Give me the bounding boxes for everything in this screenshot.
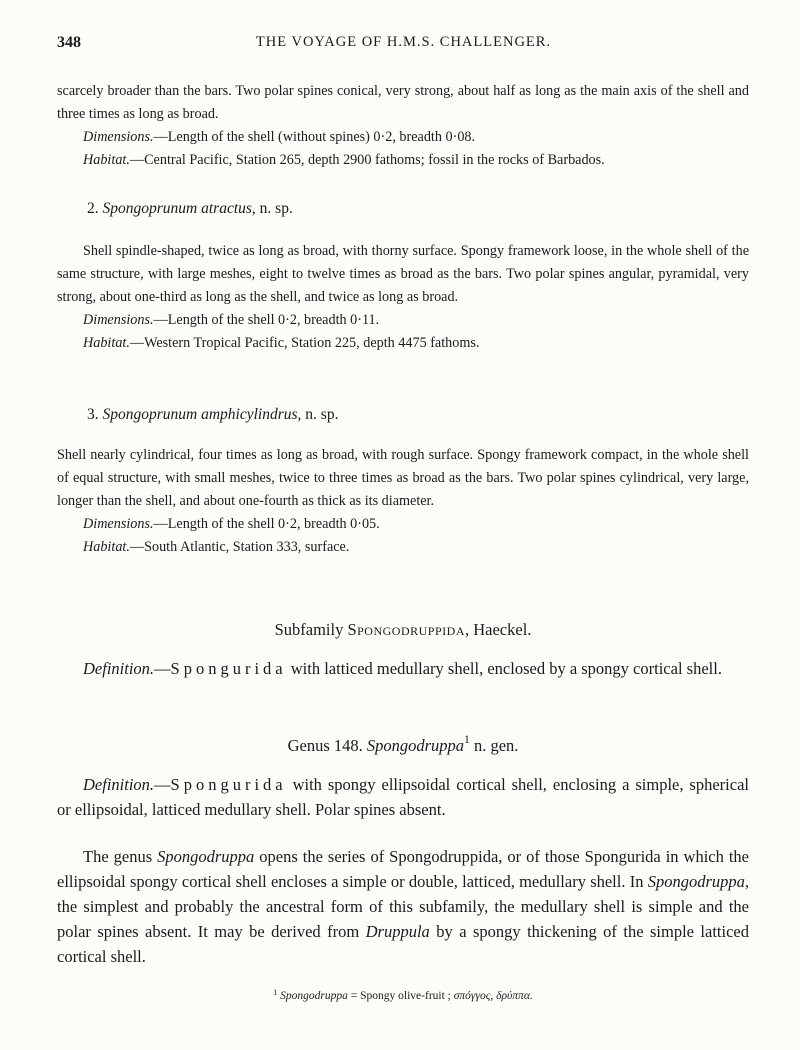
subfamily-definition	[57, 656, 749, 681]
species-2-heading	[57, 200, 749, 218]
habitat-line	[57, 149, 749, 172]
habitat-label: Habitat.	[83, 152, 130, 168]
species-3-heading	[57, 406, 749, 424]
discussion-genus-name: Spongodruppa	[157, 847, 255, 866]
habitat-text: —South Atlantic, Station 333, surface.	[129, 539, 350, 555]
genus-discussion	[57, 844, 749, 969]
subfamily-name: Spongodruppida	[347, 620, 465, 639]
subfamily-heading	[57, 620, 749, 640]
dimensions-line	[57, 309, 749, 332]
footnote-reference: 1	[464, 734, 470, 746]
species-number: 2.	[87, 200, 99, 217]
genus-suffix: n. gen.	[469, 736, 519, 755]
species-description: Shell spindle-shaped, twice as long as broad, with thorny surface. Spongy framework loose, in the whole shell of the same structure, with large meshes, eight to twelve times as broad as the bars. Two polar spines angular, pyramidal, very strong, about one-third as long as the shell, and twice as long as broad.	[57, 243, 749, 305]
definition-label: Definition.	[83, 775, 155, 794]
species-2-section	[57, 240, 749, 355]
dimensions-text: —Length of the shell (without spines) 0·2, breadth 0·08.	[153, 129, 476, 145]
footnote-term: Spongodruppa	[280, 990, 348, 1002]
discussion-text: by a spongy thickening of the simple latticed cortical shell.	[57, 922, 749, 966]
continuation-paragraph: scarcely broader than the bars. Two polar spines conical, very strong, about half as long as the main axis of the shell and three times as long as broad.	[57, 83, 749, 122]
habitat-label: Habitat.	[83, 335, 130, 351]
habitat-line	[57, 332, 749, 355]
subfamily-prefix: Subfamily	[274, 620, 344, 639]
species-description: Shell nearly cylindrical, four times as long as broad, with rough surface. Spongy framework compact, in the whole shell of equal structure, with small meshes, twice to three times as broad as the bars. Two polar spines cylindrical, very large, longer than the shell, and about one-fourth as thick as its diameter.	[57, 447, 749, 509]
habitat-line	[57, 536, 749, 559]
dimensions-label: Dimensions.	[83, 129, 154, 145]
discussion-genus-name: Druppula	[365, 922, 430, 941]
dimensions-line	[57, 513, 749, 536]
dimensions-text: —Length of the shell 0·2, breadth 0·05.	[153, 516, 380, 532]
dimensions-line	[57, 126, 749, 149]
footnote-greek: σπόγγος, δρύππα.	[453, 990, 533, 1002]
page-header	[57, 34, 750, 58]
definition-text: with spongy ellipsoidal cortical shell, enclosing a simple, spherical or ellipsoidal, latticed medullary shell. Polar spines absent.	[57, 775, 749, 819]
genus-prefix: Genus 148.	[287, 736, 363, 755]
dimensions-label: Dimensions.	[83, 516, 154, 532]
definition-taxon: Spongurida	[170, 775, 287, 794]
subfamily-author: , Haeckel.	[464, 620, 532, 639]
species-number: 3.	[87, 406, 99, 423]
page-number: 348	[57, 34, 81, 51]
discussion-text: The genus	[83, 847, 158, 866]
footnote-mark: 1	[273, 988, 278, 997]
definition-text: with latticed medullary shell, enclosed by a spongy cortical shell.	[286, 659, 722, 678]
genus-name: Spongodruppa	[366, 736, 465, 755]
genus-definition	[57, 772, 749, 822]
habitat-text: —Western Tropical Pacific, Station 225, depth 4475 fathoms.	[129, 335, 480, 351]
discussion-text: opens the series of Spongodruppida, or of those Spongurida in which the ellipsoidal spongy cortical shell encloses a simple or double, latticed, medullary shell. In	[57, 847, 749, 891]
definition-label: Definition.	[83, 659, 155, 678]
discussion-text: , the simplest and probably the ancestral form of this subfamily, the medullary shell is simple and the polar spines absent. It may be derived from	[57, 872, 749, 941]
continuation-section	[57, 80, 749, 172]
species-3-section	[57, 444, 749, 559]
footnote	[57, 990, 749, 1002]
definition-dash: —	[154, 659, 171, 678]
dimensions-text: —Length of the shell 0·2, breadth 0·11.	[153, 312, 380, 328]
definition-dash: —	[154, 775, 171, 794]
species-suffix: , n. sp.	[297, 406, 339, 423]
footnote-text: = Spongy olive-fruit ;	[347, 990, 454, 1002]
genus-heading	[57, 736, 749, 756]
habitat-label: Habitat.	[83, 539, 130, 555]
species-suffix: , n. sp.	[251, 200, 293, 217]
species-name: Spongoprunum atractus	[102, 200, 252, 217]
definition-taxon: Spongurida	[170, 659, 287, 678]
discussion-genus-name: Spongodruppa	[647, 872, 745, 891]
dimensions-label: Dimensions.	[83, 312, 154, 328]
species-name: Spongoprunum amphicylindrus	[102, 406, 298, 423]
running-title: THE VOYAGE OF H.M.S. CHALLENGER.	[255, 34, 552, 50]
habitat-text: —Central Pacific, Station 265, depth 2900 fathoms; fossil in the rocks of Barbados.	[129, 152, 605, 168]
